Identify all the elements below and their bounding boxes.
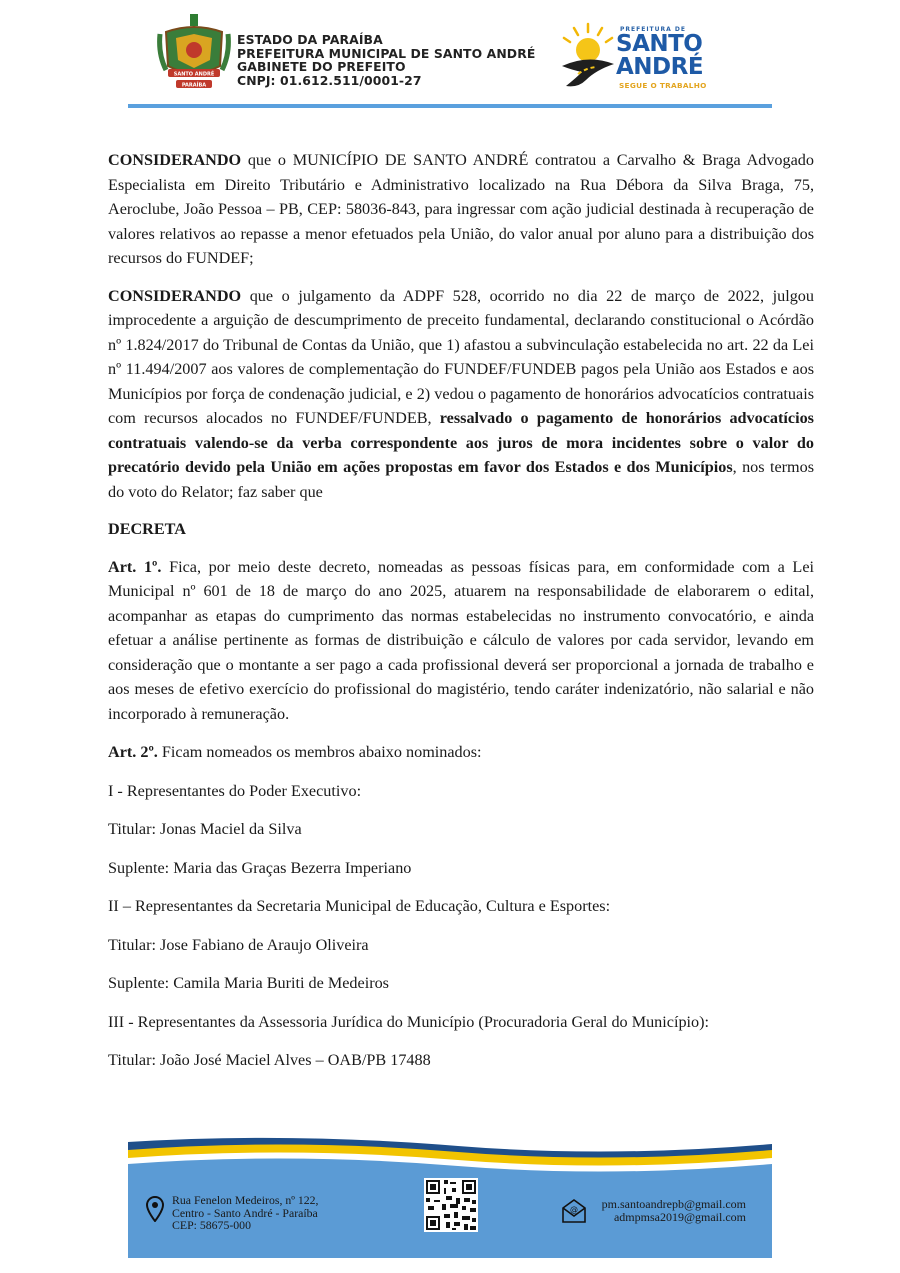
member-line: II – Representantes da Secretaria Municipal de Educação, Cultura e Esportes: — [108, 897, 611, 915]
email-icon — [560, 1198, 588, 1224]
cnpj: CNPJ: 01.612.511/0001-27 — [237, 72, 422, 88]
logo-name-line1: SANTO — [616, 31, 703, 57]
member-line: I - Representantes do Poder Executivo: — [108, 781, 362, 800]
member-line: Suplente: Maria das Graças Bezerra Imperiano — [108, 858, 412, 877]
email-address[interactable]: admpmsa2019@gmail.com — [613, 1210, 746, 1224]
crest-ribbon-bottom: PARAÍBA — [181, 82, 207, 89]
decreta-heading: DECRETA — [108, 520, 186, 538]
article-2-label: Art. 2º. — [108, 743, 158, 761]
svg-text:@: @ — [570, 1205, 578, 1214]
crest-ribbon-top: SANTO ANDRÉ — [173, 71, 215, 78]
address-line-1: Rua Fenelon Medeiros, nº 122, — [172, 1193, 319, 1207]
letterhead-footer — [128, 1128, 772, 1258]
article-1-label: Art. 1º. — [108, 557, 162, 576]
article-2 — [108, 740, 814, 765]
footer-address — [172, 1194, 319, 1232]
location-pin-icon — [146, 1196, 164, 1222]
member-line: Titular: João José Maciel Alves – OAB/PB 17488 — [108, 1051, 431, 1069]
prefeitura-logo — [556, 20, 716, 94]
article-1 — [108, 555, 814, 727]
header-divider — [128, 104, 772, 108]
considering-label: CONSIDERANDO — [108, 286, 242, 305]
considering-tail: , nos termos do voto do Relator; faz saber que — [108, 458, 814, 501]
logo-slogan: SEGUE O TRABALHO — [619, 81, 707, 90]
letterhead — [0, 0, 900, 112]
logo-name-line2: ANDRÉ — [616, 54, 704, 80]
qr-code-icon — [424, 1178, 478, 1232]
member-line: III - Representantes da Assessoria Jurídica do Município (Procuradoria Geral do Município): — [108, 1012, 710, 1031]
letterhead-text — [237, 33, 535, 87]
article-1-text: Fica, por meio deste decreto, nomeadas as pessoas físicas para, em conformidade com a Lei Municipal nº 601 de 18 de março do ano 2025, atuarem na responsabilidade de elaborarem o edital, acompanhar as etapas do cumprimento das normas estabelecidas no instrumento convocatório, e ainda efetuar a análise pertinente as formas de distribuição e cálculo de valores por cada servidor, levando em consideração que o montante a ser pago a cada profissional deverá ser proporcional a jornada de trabalho e aos meses de efetivo exercício do profissional do magistério, tendo caráter indenizatório, não salarial e não incorporado à remuneração. — [108, 557, 815, 723]
footer-emails — [594, 1198, 746, 1224]
logo-prefix: PREFEITURA DE — [620, 26, 686, 33]
article-2-text: Ficam nomeados os membros abaixo nominados: — [157, 743, 482, 761]
considering-text: que o julgamento da ADPF 528, ocorrido no dia 22 de março de 2022, julgou improcedente a arguição de descumprimento de preceito fundamental, declarando constitucional o Acórdão nº 1.824/2017 do Tribunal de Contas da União, que 1) afastou a subvinculação estabelecida no art. 22 da Lei nº 11.494/2007 aos valores de complementação do FUNDEF/FUNDEB pagos pela União aos Estados e aos Municípios por força de condenação judicial, e 2) vedou o pagamento de honorários advocatícios contratuais com recursos alocados no FUNDEF/FUNDEB, — [108, 286, 814, 427]
member-line: Suplente: Camila Maria Buriti de Medeiros — [108, 974, 389, 992]
considering-paragraph-2 — [108, 284, 814, 505]
municipal-crest-icon — [156, 14, 232, 92]
decree-body — [108, 148, 814, 1073]
state-name: ESTADO DA PARAÍBA — [237, 32, 383, 47]
member-line: Titular: Jose Fabiano de Araujo Oliveira — [108, 935, 369, 954]
considering-emphasis: ressalvado o pagamento de honorários advocatícios contratuais valendo-se da verba correspondente aos juros de mora incidentes sobre o valor do precatório devido pela União em ações propostas em favor dos Estados e dos Municípios — [108, 409, 814, 476]
email-address[interactable]: pm.santoandrepb@gmail.com — [601, 1197, 746, 1211]
sun-road-icon — [556, 20, 618, 94]
member-line: Titular: Jonas Maciel da Silva — [108, 820, 302, 838]
considering-label: CONSIDERANDO — [108, 151, 242, 169]
considering-paragraph-1 — [108, 148, 814, 271]
address-line-3: CEP: 58675-000 — [172, 1218, 251, 1233]
considering-text: que o MUNICÍPIO DE SANTO ANDRÉ contratou a Carvalho & Braga Advogado Especialista em Direito Tributário e Administrativo localizado na Rua Débora da Silva Braga, 75, Aeroclube, João Pessoa – PB, CEP: 58036-843, para ingressar com ação judicial destinada à recuperação de valores relativos ao repasse a menor efetuados pela União, do valor anual por aluno para a distribuição dos recursos do FUNDEF; — [108, 151, 814, 267]
office-name: GABINETE DO PREFEITO — [237, 59, 406, 75]
city-hall-name: PREFEITURA MUNICIPAL DE SANTO ANDRÉ — [237, 45, 536, 61]
address-line-2: Centro - Santo André - Paraíba — [172, 1205, 318, 1220]
